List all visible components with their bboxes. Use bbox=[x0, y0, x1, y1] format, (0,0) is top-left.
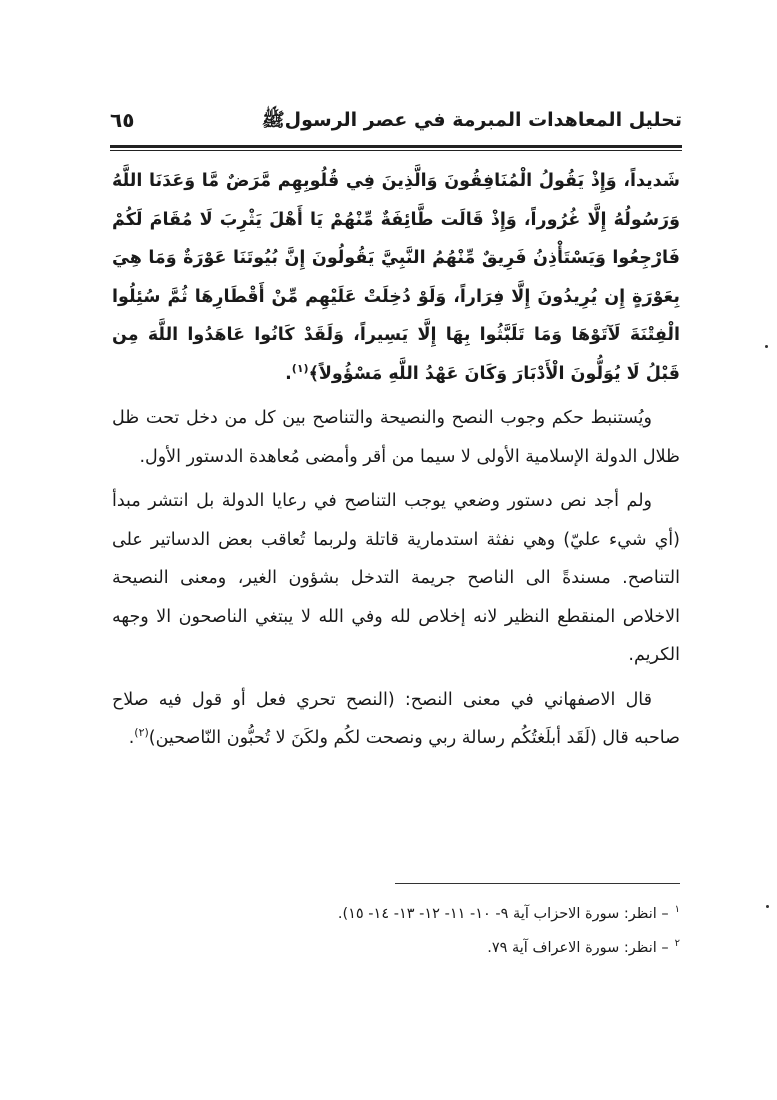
paragraph-3-end: . bbox=[128, 728, 135, 748]
paragraph-3-text: قال الاصفهاني في معنى النصح: (النصح تحري فعل أو قول فيه صلاح صاحبه قال (لَقَد أبلَغتُكُم رسالة ربي ونصحت لكُم ولكَنَ لا تُحبُّون النّاصحين) bbox=[112, 689, 680, 748]
footnote-1 bbox=[112, 897, 680, 931]
header-rule bbox=[110, 145, 682, 148]
paragraph-1: ويُستنبط حكم وجوب النصح والنصيحة والتناصح بين كل من دخل تحت ظل ظلال الدولة الإسلامية الأولى لا سيما من أقر وأمضى مُعاهدة الدستور الأول. bbox=[112, 408, 680, 467]
scan-speck bbox=[766, 905, 769, 908]
running-title: تحليل المعاهدات المبرمة في عصر الرسولﷺ bbox=[261, 109, 682, 131]
footnote-text: – انظر: سورة الاعراف آية ٧٩. bbox=[487, 940, 669, 956]
footnote-number: ١ bbox=[674, 904, 680, 916]
paragraph-3 bbox=[112, 681, 680, 758]
footnote-marker-1: (١) bbox=[291, 361, 309, 375]
footnote-separator bbox=[395, 883, 680, 884]
quran-text: شَديداً، وَإِذْ يَقُولُ الْمُنَافِقُونَ وَالَّذِينَ فِي قُلُوبِهِم مَّرَضٌ مَّا وَعَدَنَا اللَّهُ وَرَسُولُهُ إِلَّا غُرُوراً، وَإِذْ قَالَت طَّائِفَةٌ مِّنْهُمْ يَا أَهْلَ يَثْرِبَ لَا مُقَامَ لَكُمْ فَارْجِعُوا وَيَسْتَأْذِنُ فَرِيقٌ مِّنْهُمُ النَّبِيَّ يَقُولُونَ إِنَّ بُيُوتَنَا عَوْرَةٌ وَمَا هِيَ بِعَوْرَةٍ إِن يُرِيدُونَ إِلَّا فِرَاراً، وَلَوْ دُخِلَتْ عَلَيْهِم مِّنْ أَقْطَارِهَا ثُمَّ سُئِلُوا الْفِتْنَةَ لَآتَوْهَا وَمَا تَلَبَّثُوا بِهَا إِلَّا يَسِيراً، وَلَقَدْ كَانُوا عَاهَدُوا اللَّهَ مِن قَبْلُ لَا يُوَلُّونَ الْأَدْبَارَ وَكَانَ عَهْدُ اللَّهِ مَسْؤُولاً﴾ bbox=[112, 171, 680, 384]
scan-speck bbox=[765, 345, 768, 348]
page-header bbox=[110, 100, 682, 136]
footnote-text: – انظر: سورة الاحزاب آية ٩- ١٠- ١١- ١٢- ١٣- ١٤- ١٥). bbox=[337, 906, 669, 922]
main-text bbox=[112, 162, 680, 764]
paragraph-2: ولم أجد نص دستور وضعي يوجب التناصح في رعايا الدولة بل انتشر مبدأ (أي شيء عليّ) وهي نفثة استدمارية قاتلة ولربما تُعاقب بعض الدساتير على التناصح. مسندةً الى الناصح جريمة التدخل بشؤون الغير، ومعنى النصيحة الاخلاص المنقطع النظير لانه إخلاص لله وفي الله لا يبتغي الناصحون الا وجهه الكريم. bbox=[112, 491, 680, 665]
page-number: ٦٥ bbox=[110, 108, 135, 132]
footnote-marker-2: (٢) bbox=[134, 726, 149, 740]
quran-quote: شَديداً، وَإِذْ يَقُولُ الْمُنَافِقُونَ وَالَّذِينَ فِي قُلُوبِهِم مَّرَضٌ مَّا وَعَدَنَا اللَّهُ وَرَسُولُهُ إِلَّا غُرُوراً، وَإِذْ قَالَت طَّائِفَةٌ مِّنْهُمْ يَا أَهْلَ يَثْرِبَ لَا مُقَامَ لَكُمْ فَارْجِعُوا وَيَسْتَأْذِنُ فَرِيقٌ مِّنْهُمُ النَّبِيَّ يَقُولُونَ إِنَّ بُيُوتَنَا عَوْرَةٌ وَمَا هِيَ بِعَوْرَةٍ إِن يُرِيدُونَ إِلَّا فِرَاراً، وَلَوْ دُخِلَتْ عَلَيْهِم مِّنْ أَقْطَارِهَا ثُمَّ سُئِلُوا الْفِتْنَةَ لَآتَوْهَا وَمَا تَلَبَّثُوا بِهَا إِلَّا يَسِيراً، وَلَقَدْ كَانُوا عَاهَدُوا اللَّهَ مِن قَبْلُ لَا يُوَلُّونَ الْأَدْبَارَ وَكَانَ عَهْدُ اللَّهِ مَسْؤُولاً﴾$^{(١)}$. bbox=[112, 171, 680, 384]
footnote-number: ٢ bbox=[674, 938, 680, 950]
footnote-2 bbox=[112, 931, 680, 965]
footnotes bbox=[112, 897, 680, 965]
header-rule-thin bbox=[110, 150, 682, 151]
